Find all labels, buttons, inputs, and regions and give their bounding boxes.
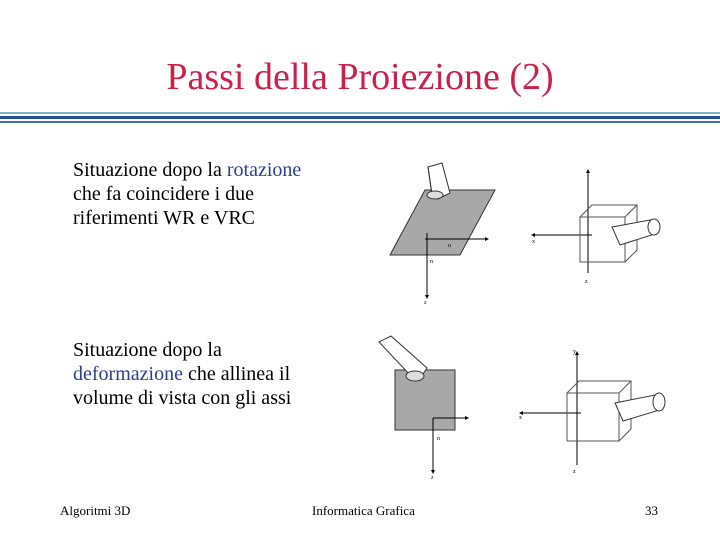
title-rule-mid (0, 116, 720, 119)
view-volume (427, 163, 450, 199)
highlight-deformazione: deformazione (73, 363, 183, 385)
deformation-plane-figure (365, 330, 485, 480)
deformation-volume-figure (515, 345, 670, 475)
bullet-text: Situazione dopo la (73, 159, 227, 181)
projection-plane (390, 190, 495, 255)
title-rule-top (0, 112, 720, 114)
axis-x-label: x (519, 415, 522, 421)
axis-z-label: z (585, 279, 588, 285)
axis-z-label: z (424, 300, 427, 305)
axis-n-label: n (430, 259, 433, 265)
axis-u-label: u (448, 243, 451, 249)
axis-z-label: z (431, 475, 434, 480)
bullet-text: Situazione dopo la (73, 339, 222, 361)
footer-left: Algoritmi 3D (60, 503, 131, 518)
projection-plane (395, 370, 455, 430)
axis-n-label: n (437, 436, 440, 442)
title-rule-bottom (0, 121, 720, 123)
page-number: 33 (645, 503, 658, 518)
axis-x-label: x (532, 239, 535, 245)
bullet-rotation (73, 158, 333, 230)
rotation-volume-figure (530, 165, 670, 285)
rotation-plane-figure (360, 155, 500, 305)
footer-center: Informatica Grafica (312, 503, 415, 518)
view-volume (580, 205, 660, 262)
view-volume (567, 381, 665, 441)
slide-title: Passi della Proiezione (2) (166, 56, 554, 98)
axis-z-label: z (573, 469, 576, 475)
bullet-text: che fa coincidere i due riferimenti WR e VRC (73, 183, 256, 229)
bullet-deformation (73, 338, 333, 410)
bullet-text: che allinea il volume di vista con gli assi (73, 363, 292, 409)
highlight-rotazione: rotazione (226, 159, 302, 181)
axis-y-label: y (573, 349, 576, 355)
